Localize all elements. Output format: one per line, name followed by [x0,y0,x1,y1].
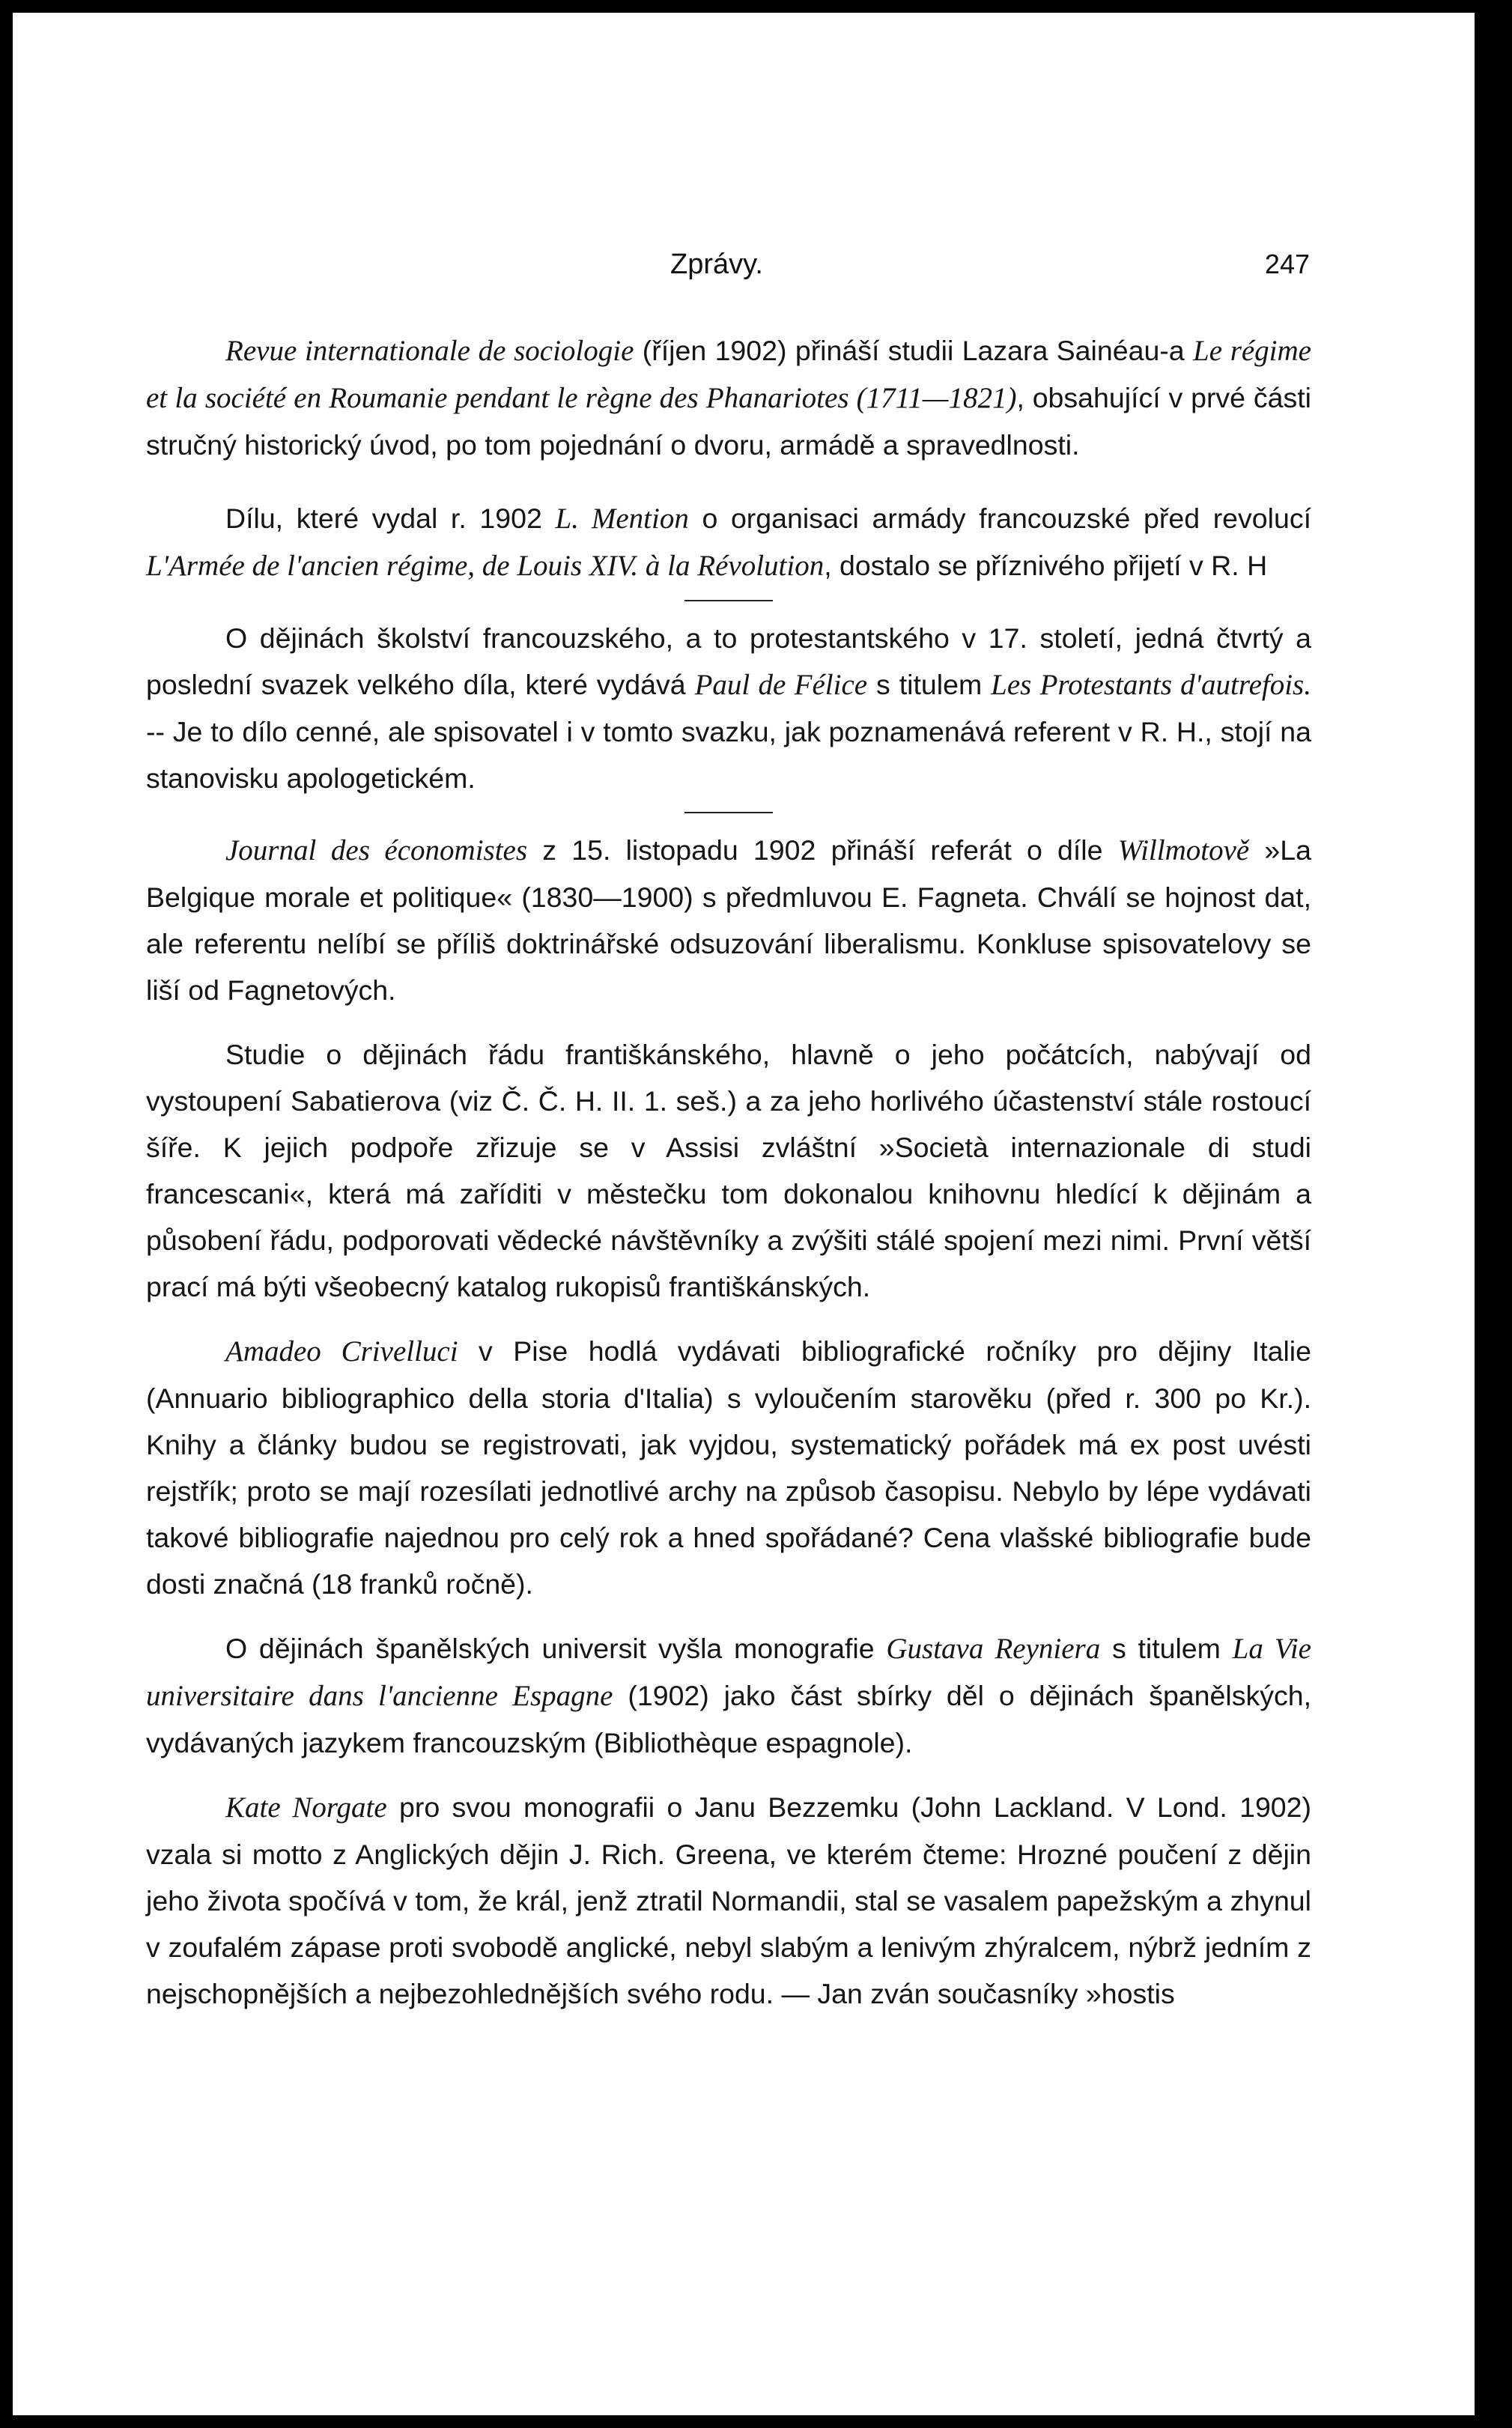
paragraph-text: v Pise hodlá vydávati bibliografické ročníky pro dějiny Italie (Annuario bibliographico della storia d'Italia) s vyloučením starověku (před r. 300 po Kr.). Knihy a články budou se registrovati, jak vyjdou, systematický pořádek má ex post uvésti rejstřík; proto se mají rozesílati jednotlivé archy na způsob časopisu. Nebylo by lépe vydávati takové bibliografie najednou pro celý rok a hned spořádané? Cena vlašské bibliografie bude dosti značná (18 franků ročně). [146,1335,1311,1600]
author-name: L. Mention [555,503,689,535]
paragraph-text: z 15. listopadu 1902 přináší referát o díle [527,834,1118,866]
paragraph-text: -- Je to dílo cenné, ale spisovatel i v tomto svazku, jak poznamenává referent v R. H., stojí na stanovisku apologetickém. [146,716,1311,794]
author-name: Gustava Reyniera [886,1633,1101,1665]
paragraph-reynier [146,1625,1311,1766]
paragraph-revue-internationale [146,327,1311,468]
paragraph-franciscan-studies [146,1031,1311,1310]
running-header [13,249,1475,282]
paragraph-text: O dějinách španělských universit vyšla monografie [225,1633,887,1664]
page-number: 247 [1264,249,1310,279]
paragraph-mention [146,495,1311,589]
paragraph-text: »La Belgique morale et politique« (1830—1900) s předmluvou E. Fagneta. Chválí se hojnost dat, ale referentu nelíbí se příliš doktrinářské odsuzování liberalismu. Konkluse spisovatelovy se liší od Fagnetových. [146,834,1311,1006]
paragraph-gap [146,1013,1311,1031]
journal-title: Journal des économistes [225,834,528,867]
work-title: Le régime et la société en Roumanie pendant le règne des Phanariotes (1711—1821) [146,335,1311,414]
author-name: Kate Norgate [225,1791,387,1824]
author-name: Amadeo Crivelluci [225,1335,458,1368]
author-name: Willmotově [1117,834,1250,867]
paragraph-text: Studie o dějinách řádu františkánského, hlavně o jeho počátcích, nabývají od vystoupení Sabatierova (viz Č. Č. H. II. 1. seš.) a za jeho horlivého účastenství stále rostoucí šíře. K jejich podpoře zřizuje se v Assisi zvláštní »Società internazionale di studi francescani«, která má zaříditi v městečku tom dokonalou knihovnu hledící k dějinám a působení řádu, podporovati vědecké návštěvníky a zvýšiti stálé spojení mezi nimi. První větší prací má býti všeobecný katalog rukopisů františkánských. [146,1039,1311,1302]
section-divider [684,812,773,813]
paragraph-text: (říjen 1902) přináší studii Lazara Sainéau-a [634,335,1193,366]
work-title: L'Armée de l'ancien régime, de Louis XIV. à la Révolution [146,550,825,582]
paragraph-gap [146,1607,1311,1625]
paragraph-text: O dějinách školství francouzského, a to protestantského v 17. století, jedná čtvrtý a poslední svazek velkého díla, které vydává [146,622,1311,700]
author-name: Paul de Félice [694,669,868,701]
paragraph-journal-economistes [146,827,1311,1013]
document-page [13,13,1475,2415]
paragraph-text: s titulem [1100,1633,1233,1664]
paragraph-text: (1902) jako část sbírky děl o dějinách španělských, vydávaných jazykem francouzským (Bibliothèque espagnole). [146,1680,1311,1758]
work-title: Les Protestants d'autrefois. [991,669,1311,701]
section-divider [684,600,773,601]
header-title: Zprávy. [670,249,763,280]
paragraph-felice [146,615,1311,801]
paragraph-text: pro svou monografii o Janu Bezzemku (John Lackland. V Lond. 1902) vzala si motto z Anglických dějin J. Rich. Greena, ve kterém čteme: Hrozné poučení z dějin jeho života spočívá v tom, že král, jenž ztratil Normandii, stal se vasalem papežským a zhynul v zoufalém zápase proti svobodě anglické, nebyl slabým a lenivým zhýralcem, nýbrž jedním z nejschopnějších a nejbezohlednějších svého rodu. — Jan zván současníky »hostis [146,1791,1311,2009]
paragraph-norgate [146,1784,1311,2017]
paragraph-text: s titulem [867,669,992,700]
paragraph-text: , dostalo se příznivého přijetí v R. H [824,550,1268,581]
paragraph-crivelluci [146,1328,1311,1607]
work-title: La Vie universitaire dans l'ancienne Espagne [146,1633,1311,1712]
paragraph-text: , obsahující v prvé části stručný historický úvod, po tom pojednání o dvoru, armádě a spravedlnosti. [146,382,1311,461]
paragraph-text: o organisaci armády francouzské před revolucí [688,503,1311,534]
paragraph-gap [146,1766,1311,1784]
report-column [146,327,1311,2017]
paragraph-text: Dílu, které vydal r. 1902 [225,503,556,534]
paragraph-gap [146,1310,1311,1328]
paragraph-gap [146,468,1311,495]
journal-title: Revue internationale de sociologie [225,335,634,367]
